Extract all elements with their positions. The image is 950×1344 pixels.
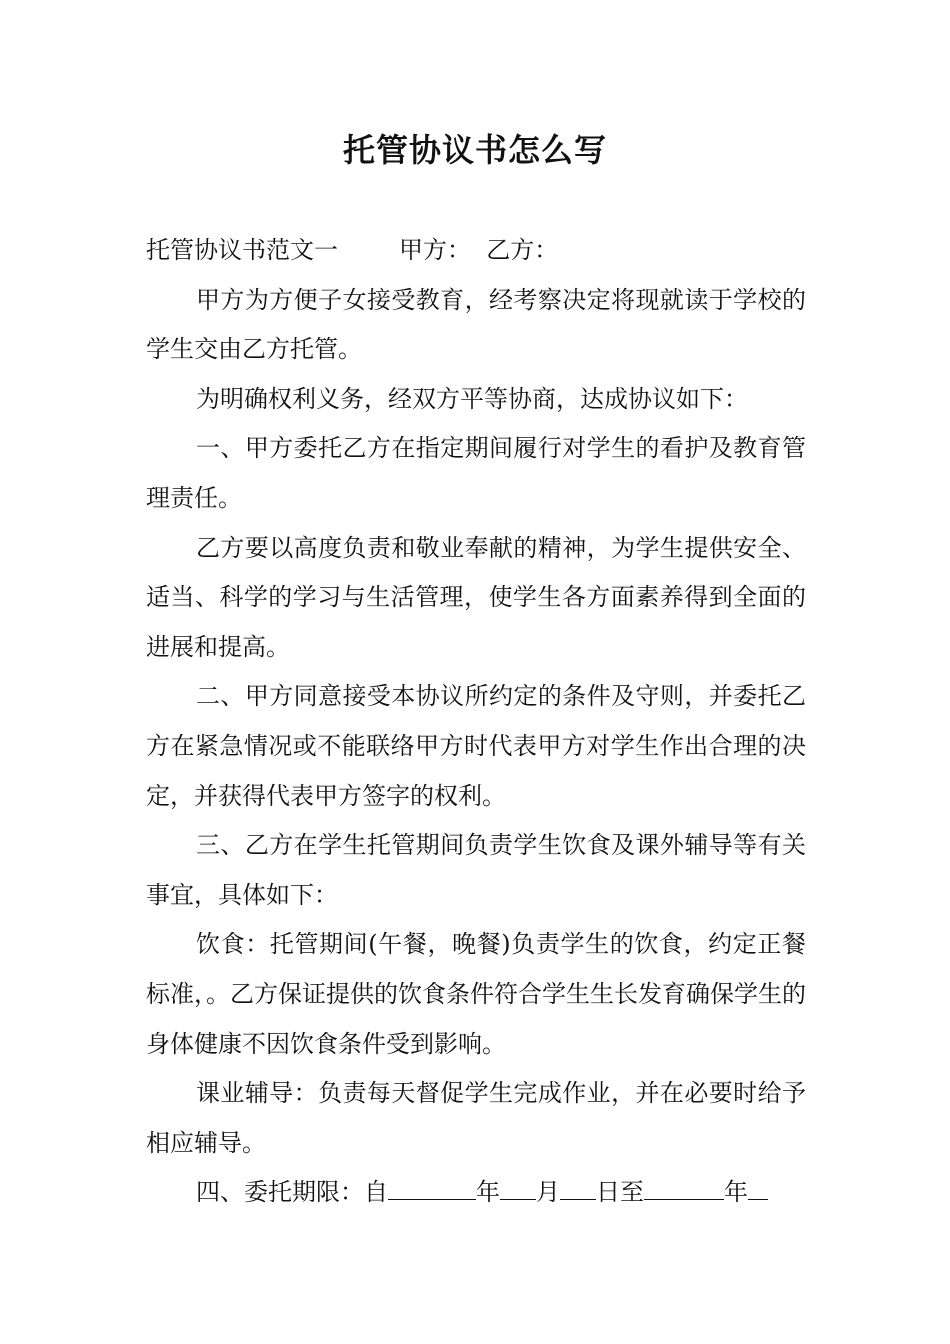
term-year-1: 年 [476,1178,500,1207]
term-line [146,1168,806,1218]
term-day-to: 日至 [596,1178,644,1207]
blank-field [560,1173,596,1200]
blank-field [748,1173,768,1200]
document-title: 托管协议书怎么写 [342,131,607,169]
paragraph: 二、甲方同意接受本协议所约定的条件及守则，并委托乙方在紧急情况或不能联络甲方时代表甲方对学生作出合理的决定，并获得代表甲方签字的权利。 [146,682,806,810]
party-a-label: 甲方： [399,236,472,264]
blank-field [500,1173,536,1200]
paragraph: 课业辅导：负责每天督促学生完成作业，并在必要时给予相应辅导。 [146,1079,806,1157]
blank-field [644,1173,724,1200]
term-prefix: 四、委托期限：自 [196,1178,388,1207]
paragraph: 为明确权利义务，经双方平等协商，达成协议如下： [196,384,748,413]
paragraph: 饮食：托管期间(午餐，晚餐)负责学生的饮食，约定正餐标准，。乙方保证提供的饮食条件符合学生生长发育确保学生的身体健康不因饮食条件受到影响。 [146,930,806,1058]
blank-field [388,1173,476,1200]
document-body [146,226,806,1218]
term-month-1: 月 [536,1178,560,1207]
paragraph: 一、甲方委托乙方在指定期间履行对学生的看护及教育管理责任。 [146,434,806,512]
intro-line [146,226,806,276]
paragraph: 三、乙方在学生托管期间负责学生饮食及课外辅导等有关事宜，具体如下： [146,831,806,909]
paragraph: 乙方要以高度负责和敬业奉献的精神，为学生提供安全、适当、科学的学习与生活管理，使学生各方面素养得到全面的进展和提高。 [146,533,806,661]
intro-label: 托管协议书范文一 [146,236,338,264]
paragraph: 甲方为方便子女接受教育，经考察决定将现就读于学校的学生交由乙方托管。 [146,285,806,364]
term-year-2: 年 [724,1178,748,1207]
party-b-label: 乙方： [486,236,559,264]
